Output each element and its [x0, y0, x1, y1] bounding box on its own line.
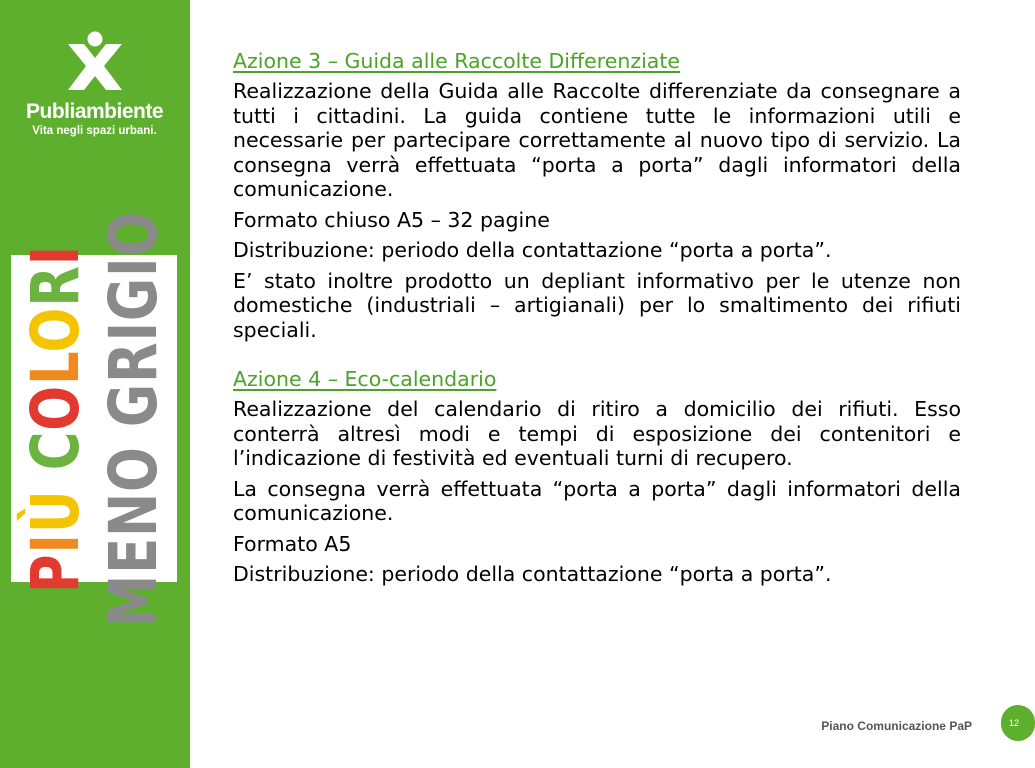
poster-letter: L: [17, 351, 94, 385]
poster-letter: I: [17, 244, 94, 265]
publiambiente-emblem-icon: [64, 30, 126, 98]
poster-line-2: MENO GRIGIO: [95, 210, 172, 627]
paragraph: Distribuzione: periodo della contattazione “porta a porta”.: [233, 562, 832, 586]
section-heading[interactable]: Azione 3 – Guida alle Raccolte Differenziate: [233, 49, 680, 73]
section-azione-4: [233, 366, 961, 587]
paragraph: E’ stato inoltre prodotto un depliant informativo per le utenze non domestiche (industriali – artigianali) per lo smaltimento dei rifiuti speciali.: [233, 268, 961, 342]
brand-name: Publiambiente: [25, 100, 164, 123]
section-heading[interactable]: Azione 4 – Eco-calendario: [233, 367, 497, 391]
brand-tagline: Vita negli spazi urbani.: [32, 125, 157, 137]
poster-letter: I: [17, 532, 94, 554]
page-number-badge: 12: [1001, 705, 1035, 741]
poster-line-1: [17, 244, 94, 593]
poster-letter: P: [17, 553, 94, 593]
poster-letter: O: [17, 384, 94, 431]
paragraph: Formato chiuso A5 – 32 pagine: [233, 207, 550, 232]
paragraph: Distribuzione: periodo della contattazione “porta a porta”.: [233, 238, 832, 262]
poster-letter: Ù: [17, 488, 94, 533]
poster-letter: R: [17, 264, 94, 307]
paragraph: Realizzazione del calendario di ritiro a domicilio dei rifiuti. Esso conterrà altresì modi e tempi di esposizione dei contenitori e l’indicazione di festività ed eventuali turni di recupero.: [233, 397, 961, 470]
footer-label: Piano Comunicazione PaP: [821, 719, 972, 733]
paragraph: La consegna verrà effettuata “porta a porta” dagli informatori della comunicazione.: [233, 476, 961, 525]
paragraph: Formato A5: [233, 531, 352, 556]
campaign-poster: [11, 210, 177, 627]
poster-letter: O: [17, 306, 94, 352]
section-azione-3: [233, 48, 961, 342]
paragraph: Realizzazione della Guida alle Raccolte differenziate da consegnare a tutti i cittadini. La guida contiene tutte le informazioni utili e necessarie per partecipare correttamente al nuovo tipo di servizio. La consegna verrà effettuata “porta a porta” dagli informatori della comunicazione.: [233, 79, 961, 201]
publiambiente-logo: [22, 30, 167, 160]
slide-content: [233, 48, 961, 593]
poster-letter: C: [17, 430, 94, 470]
sidebar: [0, 0, 190, 768]
poster-letter: [17, 470, 94, 489]
